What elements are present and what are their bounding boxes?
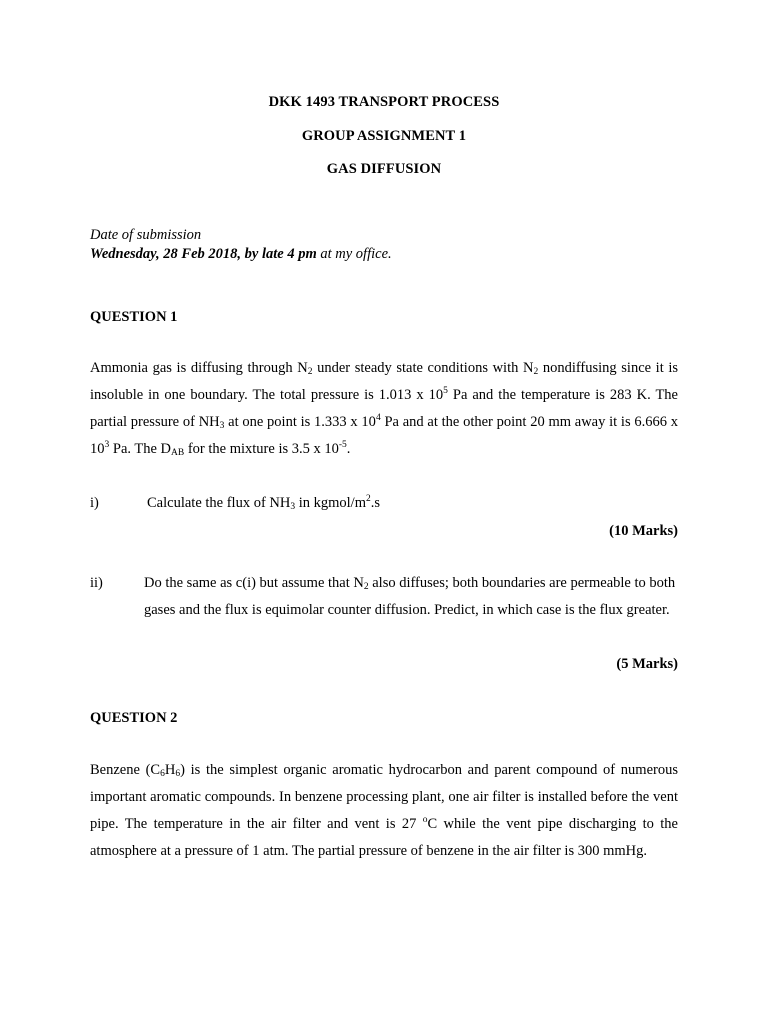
question-1-title: QUESTION 1 <box>90 309 178 325</box>
item-1-marks: (10 Marks) <box>609 523 678 539</box>
item-2-number: ii) <box>90 575 103 591</box>
submission-label: Date of submission <box>90 227 202 243</box>
item-1-text: Calculate the flux of $NH_3$ in kgmol/$m^2.s$ <box>147 494 381 512</box>
item-1-number: i) <box>90 495 99 511</box>
course-title: DKK 1493 TRANSPORT PROCESS <box>268 94 500 110</box>
question-1-paragraph: Ammonia gas is diffusing through $N_2$ under steady state conditions with $N_2$ nondiffusing since it is insoluble in one boundary. The total pressure is 1.013 x $10^5$ Pa and the temperature is 283 K. The partial pressure of $NH_3$ at one point is 1.333 x $10^4$ Pa and at the other point 20 mm away it is 6.666 x $10^3$ Pa. The $D_{AB}$ for the mixture is 3.5 x $10^{-5}$. <box>90 360 679 458</box>
item-2-marks: (5 Marks) <box>616 656 678 672</box>
question-2-paragraph: Benzene $(C_6H_6)$ is the simplest organic aromatic hydrocarbon and parent compound of numerous important aromatic compounds. In benzene processing plant, one air filter is installed before the vent pipe. The temperature in the air filter and vent is 27 $^o$C while the vent pipe discharging to the atmosphere at a pressure of 1 atm. The partial pressure of benzene in the air filter is 300 mmHg. <box>90 762 678 859</box>
submission-line <box>90 246 678 263</box>
submission-location: at my office. <box>316 246 392 262</box>
item-2-text: Do the same as c(i) but assume that $N_2$ also diffuses; both boundaries are permeable to both gases and the flux is equimolar counter diffusion. Predict, in which case is the flux greater. <box>144 575 676 618</box>
submission-date: Wednesday, 28 Feb 2018, by late 4 pm <box>90 246 317 262</box>
topic-title: GAS DIFFUSION <box>326 161 442 177</box>
assignment-title: GROUP ASSIGNMENT 1 <box>301 128 467 144</box>
question-2-title: QUESTION 2 <box>90 710 178 726</box>
